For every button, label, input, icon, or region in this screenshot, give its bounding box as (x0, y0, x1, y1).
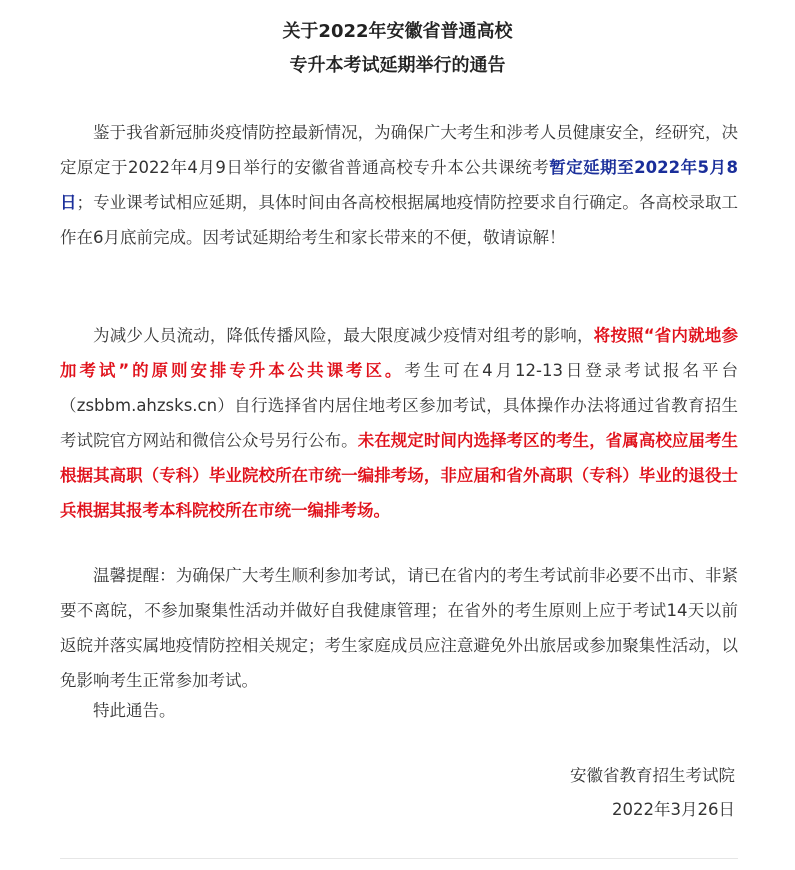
signature-organization: 安徽省教育招生考试院 (570, 766, 735, 785)
paragraph-postponement-text-b: ；专业课考试相应延期，具体时间由各高校根据属地疫情防控要求自行确定。各高校录取工作在6月底前完成。因考试延期给考生和家长带来的不便，敬请谅解！ (60, 193, 739, 247)
paragraph-postponement-text-a: 鉴于我省新冠肺炎疫情防控最新情况，为确保广大考生和涉考人员健康安全，经研究，决定原定于2022年4月9日举行的安徽省普通高校专升本公共课统考 (60, 123, 738, 177)
notice-title-line-1: 关于2022年安徽省普通高校 (282, 21, 513, 42)
paragraph-reminder: 温馨提醒：为确保广大考生顺利参加考试，请已在省内的考生考试前非必要不出市、非紧要不离皖，不参加聚集性活动并做好自我健康管理；在省外的考生原则上应于考试14天以前返皖并落实属地疫情防控相关规定；考生家庭成员应注意避免外出旅居或参加聚集性活动，以免影响考生正常参加考试。 (60, 566, 738, 690)
paragraph-exam-area-text-b: 考生可在4月12-13日登录考试报名平台（zsbbm.ahzsks.cn）自行选择省内居住地考区参加考试，具体操作办法将通过省教育招生考试院官方网站和微信公众号另行公布。 (60, 361, 738, 450)
paragraph-closing: 特此通告。 (93, 701, 176, 720)
paragraph-postponement (60, 115, 738, 255)
exam-area-default-assignment-highlight: 未在规定时间内选择考区的考生，省属高校应届考生根据其高职（专科）毕业院校所在市统一编排考场，非应届和省外高职（专科）毕业的退役士兵根据其报考本科院校所在市统一编排考场。 (60, 431, 739, 520)
notice-title-line-2: 专升本考试延期举行的通告 (289, 55, 506, 76)
postponement-date-highlight: 暂定延期至2022年5月8日 (60, 158, 738, 212)
paragraph-exam-area (60, 318, 738, 528)
bottom-divider (60, 858, 738, 859)
paragraph-exam-area-text-a: 为减少人员流动，降低传播风险，最大限度减少疫情对组考的影响， (93, 326, 594, 345)
exam-area-principle-highlight: 将按照“省内就地参加考试”的原则安排专升本公共课考区。 (60, 326, 738, 380)
signature-date: 2022年3月26日 (612, 800, 735, 819)
